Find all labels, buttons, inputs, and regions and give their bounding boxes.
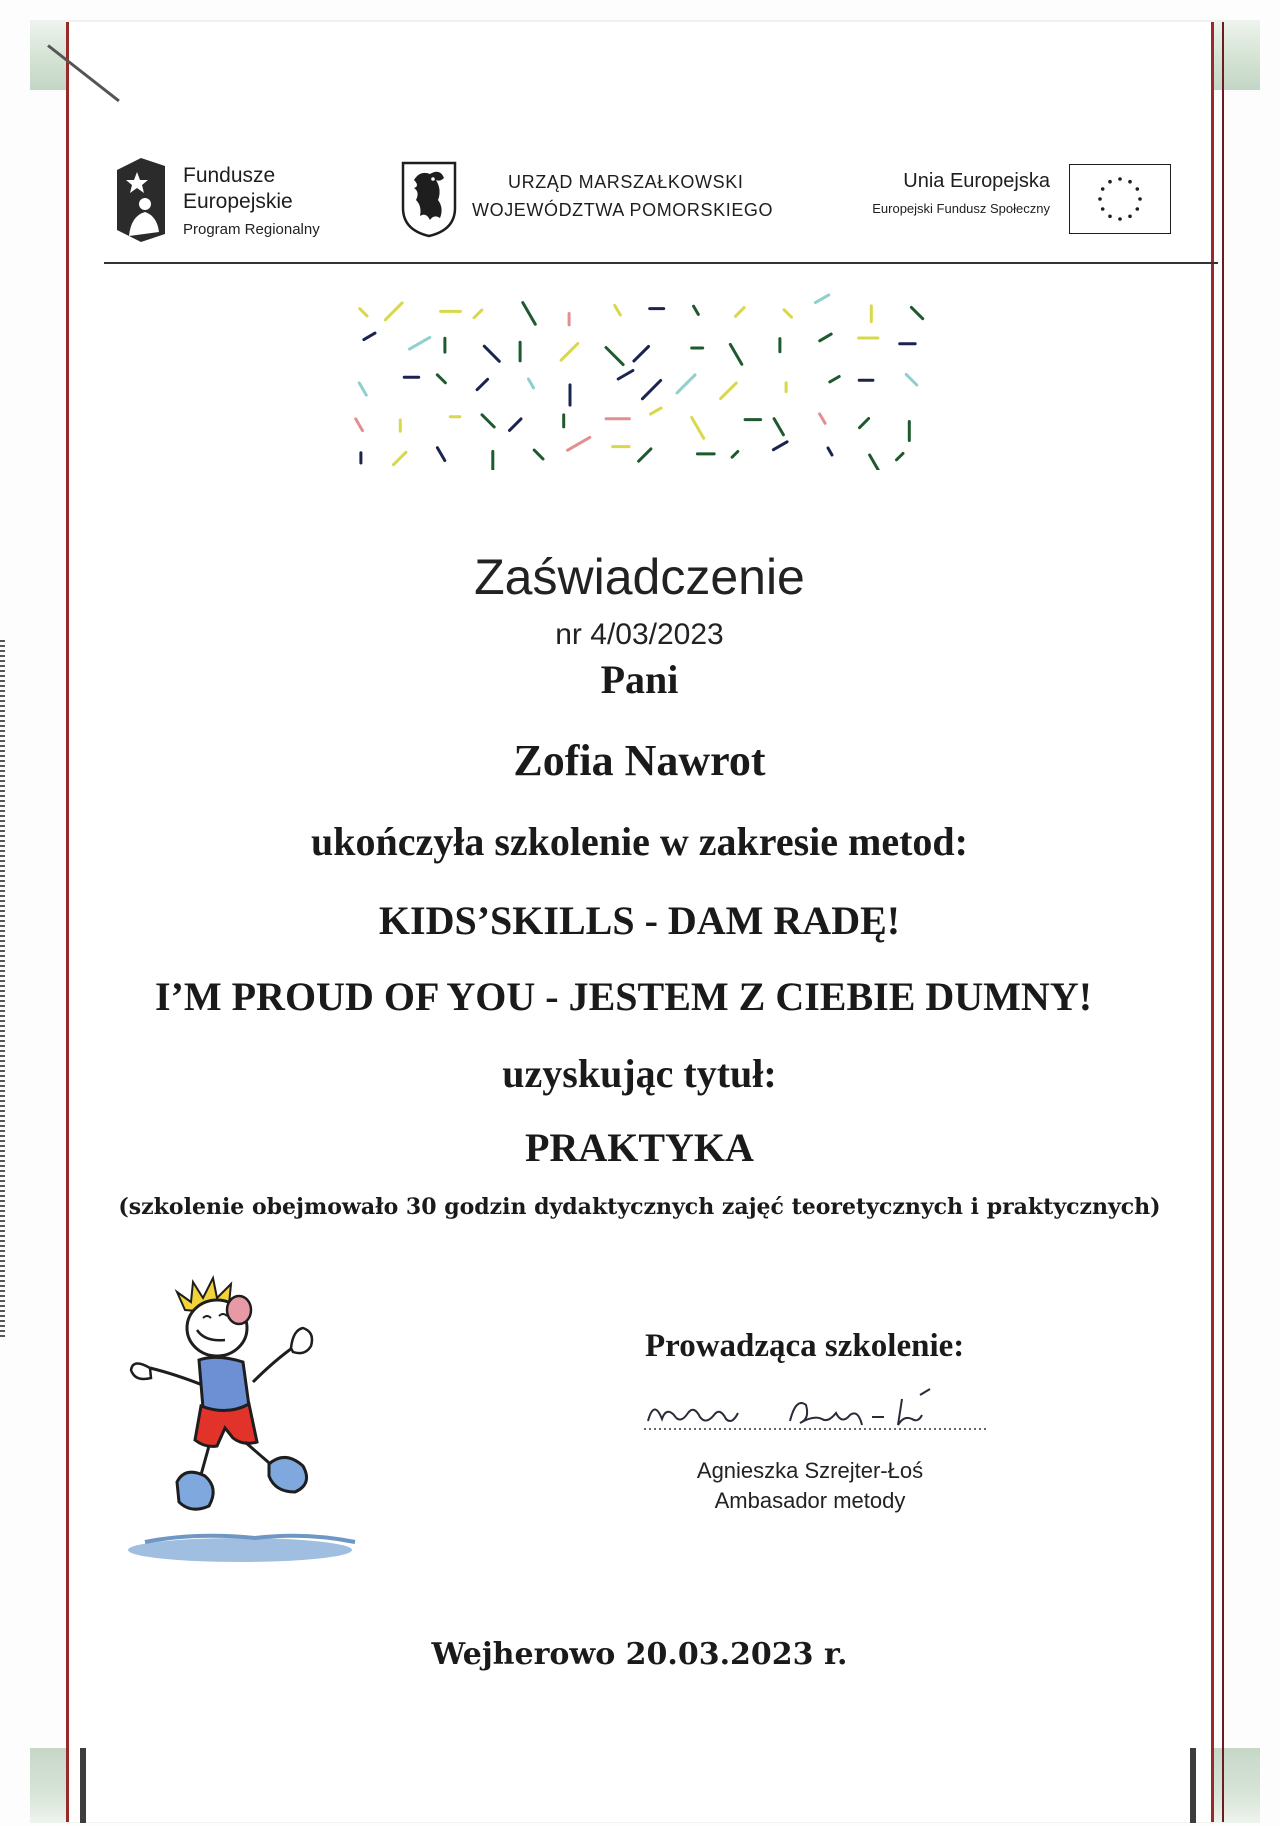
bottom-stripe [1190, 1748, 1196, 1823]
confetti-dash [568, 437, 590, 450]
fe-logo-line1: Fundusze [183, 164, 276, 187]
method-kids-skills: KIDS’SKILLS - DAM RADĘ! [378, 898, 901, 943]
confetti-dash [618, 371, 633, 380]
bottom-stripe [80, 1748, 86, 1823]
confetti-dash [830, 377, 839, 382]
confetti-dash [482, 415, 494, 427]
confetti-dash [523, 303, 536, 325]
confetti-dash [721, 383, 737, 399]
confetti-dash [364, 333, 375, 340]
confetti-decoration [340, 290, 950, 470]
trainer-name: Agnieszka Szrejter-Łoś [696, 1458, 924, 1483]
confetti-dash [694, 306, 699, 314]
confetti-dash [359, 383, 366, 395]
confetti-dash [410, 337, 430, 349]
confetti-dash [870, 455, 879, 470]
confetti-dash [692, 418, 704, 439]
eu-star-icon [1118, 177, 1122, 181]
confetti-dash [784, 310, 791, 317]
eu-star-icon [1108, 215, 1112, 219]
method-proud-of-you: I’M PROUD OF YOU - JESTEM Z CIEBIE DUMNY! [154, 974, 1093, 1019]
eu-star-icon [1108, 180, 1112, 184]
eu-star-icon [1098, 197, 1102, 201]
confetti-dash [860, 419, 869, 428]
place-and-date: Wejherowo 20.03.2023 r. [431, 1637, 848, 1672]
ue-logo-line2: Europejski Fundusz Społeczny [872, 201, 1050, 216]
eu-star-icon [1101, 207, 1105, 211]
header-divider [104, 262, 1218, 264]
confetti-dash [385, 303, 402, 320]
confetti-dash [634, 347, 649, 362]
trainer-role: Ambasador metody [714, 1488, 906, 1513]
confetti-dash [437, 448, 444, 461]
confetti-dash [820, 334, 832, 341]
griffin-crest-icon [400, 160, 458, 238]
confetti-dash [773, 442, 787, 450]
confetti-dash [606, 348, 623, 365]
confetti-dash [360, 309, 367, 316]
completion-statement: ukończyła szkolenie w zakresie metod: [311, 819, 968, 864]
eu-star-icon [1136, 187, 1140, 191]
certificate-title: Zaświadczenie [474, 549, 805, 605]
confetti-dash [639, 449, 651, 461]
confetti-dash [815, 295, 828, 303]
confetti-dash [677, 375, 695, 393]
um-logo-line2: WOJEWÓDZTWA POMORSKIEGO [472, 200, 774, 220]
confetti-dash [736, 308, 745, 317]
confetti-dash [484, 346, 499, 361]
confetti-dash [820, 414, 826, 423]
unia-europejska-logo [820, 160, 1175, 240]
confetti-dash [529, 379, 534, 388]
eu-star-icon [1138, 197, 1142, 201]
confetti-dash [730, 344, 742, 364]
frame-rule-right-outer [1222, 22, 1224, 1822]
confetti-dash [906, 374, 917, 385]
fundusze-europejskie-logo-icon [115, 156, 167, 244]
confetti-dash [510, 419, 522, 431]
confetti-dash [897, 453, 904, 459]
confetti-dash [534, 450, 543, 459]
fe-logo-line3: Program Regionalny [183, 221, 320, 238]
confetti-dash [911, 307, 922, 318]
confetti-dash [356, 419, 363, 431]
confetti-dash [394, 452, 406, 464]
confetti-dash [615, 305, 621, 315]
happy-kid-illustration [125, 1270, 375, 1570]
title-statement: uzyskując tytuł: [502, 1051, 777, 1096]
recipient-name: Zofia Nawrot [513, 736, 766, 785]
confetti-dash [828, 448, 832, 455]
scan-edge [0, 640, 5, 1340]
confetti-dash [474, 310, 482, 318]
confetti-dash [437, 375, 445, 383]
certificate-number: nr 4/03/2023 [555, 618, 724, 651]
handwritten-signature [640, 1385, 990, 1435]
fundusze-europejskie-logo [115, 150, 375, 250]
um-logo-line1: URZĄD MARSZAŁKOWSKI [508, 172, 744, 192]
eu-star-icon [1118, 217, 1122, 221]
eu-star-icon [1136, 207, 1140, 211]
urzad-marszalkowski-logo [400, 160, 800, 240]
confetti-dash [774, 419, 783, 435]
confetti-dash [651, 408, 662, 414]
confetti-dash [477, 379, 488, 389]
fe-logo-line2: Europejskie [183, 190, 293, 213]
confetti-dash [561, 344, 578, 361]
trainer-label: Prowadząca szkolenie: [645, 1328, 965, 1364]
eu-star-icon [1128, 180, 1132, 184]
training-hours-note: (szkolenie obejmowało 30 godzin dydaktycznych zajęć teoretycznych i praktycznych) [118, 1194, 1161, 1220]
ue-logo-line1: Unia Europejska [903, 170, 1050, 192]
eu-flag-icon [1069, 164, 1171, 234]
awarded-title: PRAKTYKA [525, 1125, 754, 1170]
confetti-dash [642, 381, 660, 399]
confetti-dash [732, 452, 738, 458]
salutation: Pani [600, 657, 679, 702]
eu-star-icon [1128, 215, 1132, 219]
eu-star-icon [1101, 187, 1105, 191]
